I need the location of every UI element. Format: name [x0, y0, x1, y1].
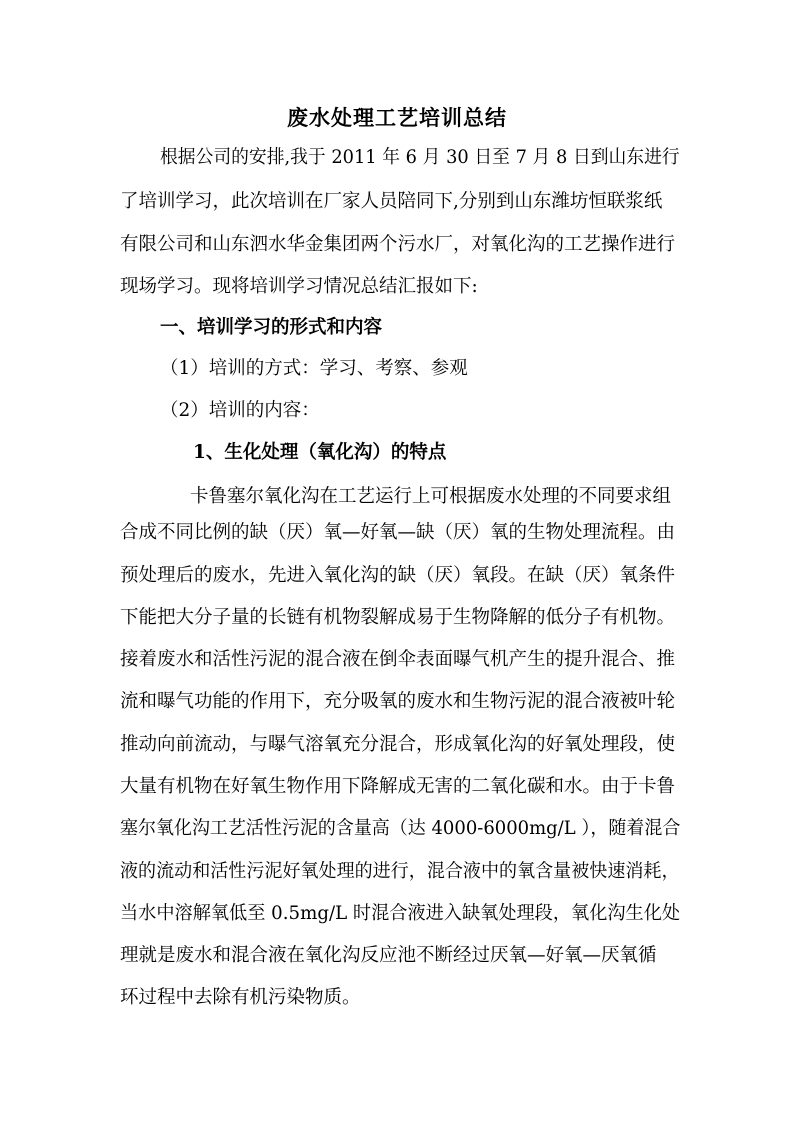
subsection-heading: 1、生化处理（氧化沟）的特点	[193, 442, 447, 463]
body-line-2: 合成不同比例的缺（厌）氧—好氧—缺（厌）氧的生物处理流程。由	[120, 522, 676, 543]
body-line-7: 推动向前流动，与曝气溶氧充分混合，形成氧化沟的好氧处理段，使	[120, 734, 676, 755]
body-line-5: 接着废水和活性污泥的混合液在倒伞表面曝气机产生的提升混合、推	[120, 649, 676, 670]
intro-line-1: 根据公司的安排,我于 2011 年 6 月 30 日至 7 月 8 日到山东进行	[160, 147, 680, 168]
intro-line-3: 有限公司和山东泗水华金集团两个污水厂，对氧化沟的工艺操作进行	[120, 234, 676, 255]
body-line-9: 塞尔氧化沟工艺活性污泥的含量高（达 4000-6000mg/L ），随着混合	[120, 818, 681, 839]
document-title: 废水处理工艺培训总结	[287, 105, 507, 130]
body-line-11: 当水中溶解氧低至 0.5mg/L 时混合液进入缺氧处理段，氧化沟生化处	[120, 903, 681, 924]
body-line-4: 下能把大分子量的长链有机物裂解成易于生物降解的低分子有机物。	[120, 607, 676, 628]
body-line-1: 卡鲁塞尔氧化沟在工艺运行上可根据废水处理的不同要求组	[190, 486, 672, 507]
body-line-8: 大量有机物在好氧生物作用下降解成无害的二氧化碳和水。由于卡鲁	[120, 776, 676, 797]
section-heading: 一、培训学习的形式和内容	[160, 317, 383, 338]
body-line-12: 理就是废水和混合液在氧化沟反应池不断经过厌氧—好氧—厌氧循	[120, 945, 657, 966]
body-line-6: 流和曝气功能的作用下，充分吸氧的废水和生物污泥的混合液被叶轮	[120, 691, 676, 712]
body-line-3: 预处理后的废水，先进入氧化沟的缺（厌）氧段。在缺（厌）氧条件	[120, 565, 676, 586]
body-line-10: 液的流动和活性污泥好氧处理的进行，混合液中的氧含量被快速消耗，	[120, 861, 680, 882]
list-item: （1）培训的方式：学习、考察、参观	[160, 358, 468, 379]
intro-line-4: 现场学习。现将培训学习情况总结汇报如下:	[120, 276, 478, 297]
body-line-13: 环过程中去除有机污染物质。	[120, 987, 361, 1008]
intro-line-2: 了培训学习，此次培训在厂家人员陪同下,分别到山东潍坊恒联浆纸	[120, 191, 663, 212]
list-item: （2）培训的内容：	[160, 400, 320, 421]
